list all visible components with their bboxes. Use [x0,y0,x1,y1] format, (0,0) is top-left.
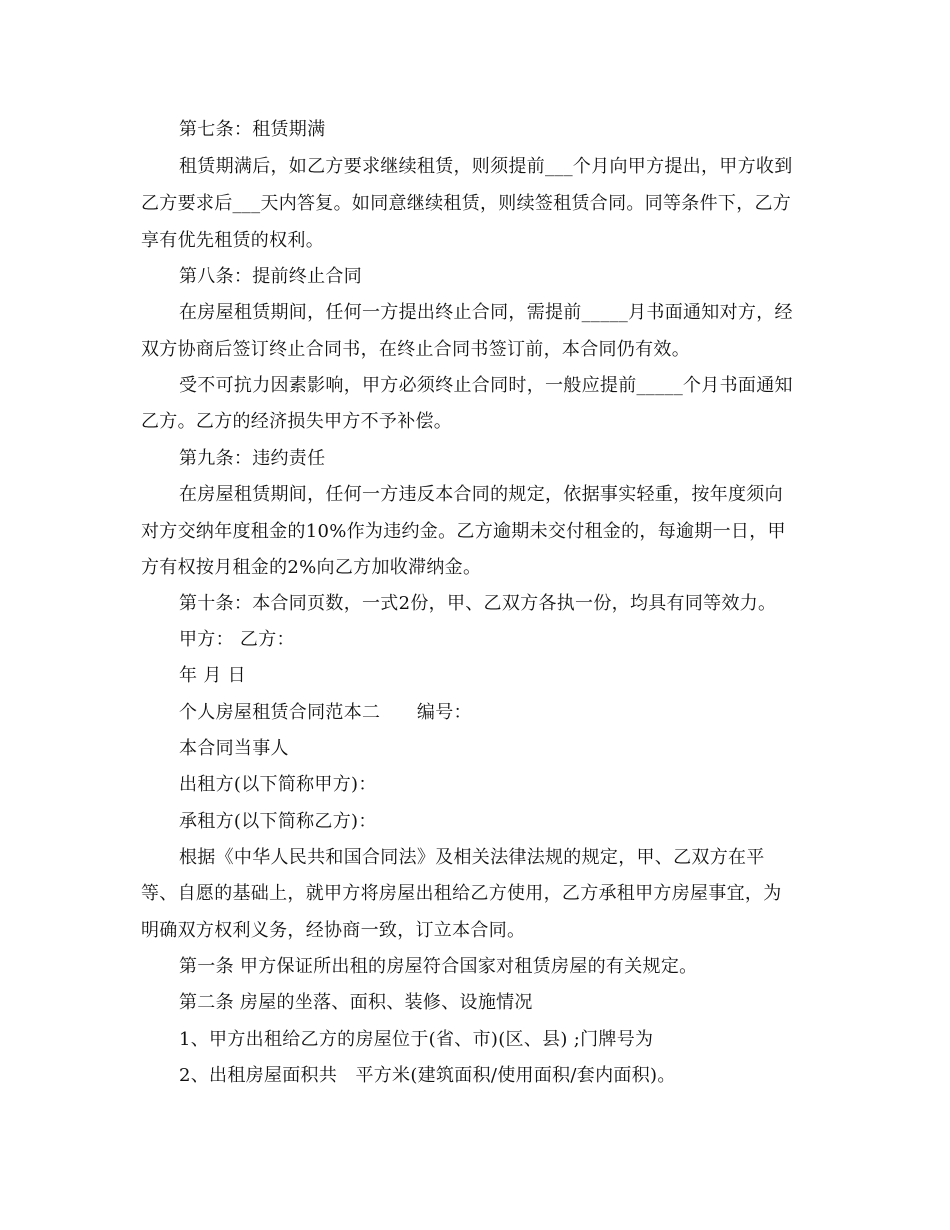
article-1-text: 第一条 甲方保证所出租的房屋符合国家对租赁房屋的有关规定。 [179,956,698,977]
paragraph-line: 租赁期满后，如乙方要求继续租赁，则须提前___个月向甲方提出，甲方收到 [179,156,793,177]
clause-2-1: 1、甲方出租给乙方的房屋位于(省、市)(区、县) ;门牌号为 [179,1029,654,1050]
signature-parties: 甲方： 乙方： [179,629,295,650]
article-2-heading: 第二条 房屋的坐落、面积、装修、设施情况 [179,992,533,1013]
paragraph-line: 享有优先租赁的权利。 [141,230,324,251]
contract-title-2: 个人房屋租赁合同范本二 编号： [179,702,472,723]
paragraph-line: 乙方要求后___天内答复。如同意继续租赁，则续签租赁合同。同等条件下，乙方 [141,193,792,214]
paragraph-line: 方有权按月租金的2%向乙方加收滞纳金。 [141,557,482,578]
parties-heading: 本合同当事人 [179,738,289,759]
paragraph-line: 乙方。乙方的经济损失甲方不予补偿。 [141,411,453,432]
paragraph-line: 在房屋租赁期间，任何一方提出终止合同，需提前_____月书面通知对方，经 [179,302,793,323]
article-9-heading: 第九条：违约责任 [179,448,326,469]
paragraph-line: 在房屋租赁期间，任何一方违反本合同的规定，依据事实轻重，按年度须向 [179,484,783,505]
paragraph-line: 对方交纳年度租金的10%作为违约金。乙方逾期未交付租金的，每逾期一日，甲 [141,521,786,542]
paragraph-line: 受不可抗力因素影响，甲方必须终止合同时，一般应提前_____个月书面通知 [179,375,793,396]
lessor-line: 出租方(以下简称甲方)： [179,774,377,795]
paragraph-line: 双方协商后签订终止合同书，在终止合同书签订前，本合同仍有效。 [141,339,690,360]
lessee-line: 承租方(以下简称乙方)： [179,811,377,832]
article-8-heading: 第八条：提前终止合同 [179,266,362,287]
article-7-heading: 第七条：租赁期满 [179,119,326,140]
paragraph-line: 明确双方权利义务，经协商一致，订立本合同。 [141,920,526,941]
clause-2-2: 2、出租房屋面积共 平方米(建筑面积/使用面积/套内面积)。 [179,1065,676,1086]
paragraph-line: 根据《中华人民共和国合同法》及相关法律法规的规定，甲、乙双方在平 [179,847,765,868]
paragraph-line: 等、自愿的基础上，就甲方将房屋出租给乙方使用，乙方承租甲方房屋事宜，为 [141,883,782,904]
signature-date: 年 月 日 [179,665,246,686]
article-10-text: 第十条：本合同页数，一式2份，甲、乙双方各执一份，均具有同等效力。 [179,593,777,614]
